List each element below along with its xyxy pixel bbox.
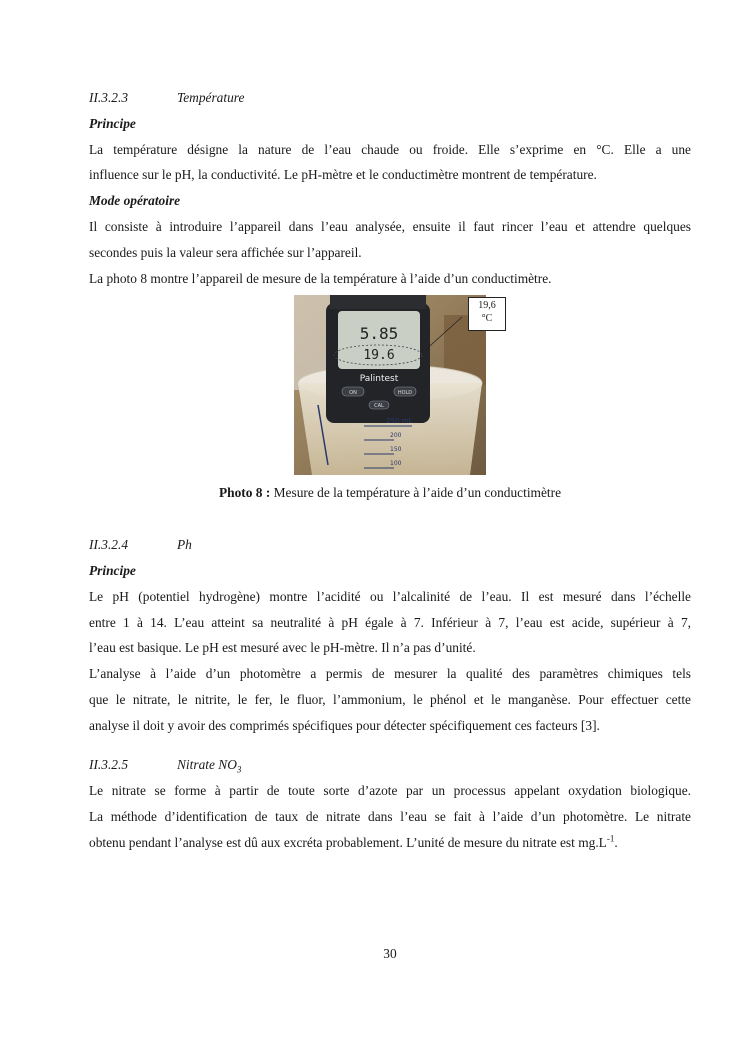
- paragraph-line: Le nitrate se forme à partir de toute sorte d’azote par un processus appelant oxydation biologique.: [89, 783, 691, 798]
- paragraph-line: l’eau est basique. Le pH est mesuré avec le pH-mètre. Il n’a pas d’unité.: [89, 640, 476, 655]
- principe-label: Principe: [89, 563, 136, 578]
- temperature-callout: [468, 297, 506, 331]
- paragraph-line: La méthode d’identification de taux de nitrate dans l’eau se fait à l’aide d’un photomètre. Le nitrate: [89, 809, 691, 824]
- paragraph-line: secondes puis la valeur sera affichée sur l’appareil.: [89, 245, 362, 260]
- meter-display-top: 5.85: [359, 324, 399, 343]
- paragraph-line: entre 1 à 14. L’eau atteint sa neutralité à pH égale à 7. Inférieur à 7, l’eau est acide, supérieur à 7,: [89, 615, 691, 630]
- paragraph-line: analyse il doit y avoir des comprimés spécifiques pour détecter spécifiquement ces facteurs [3].: [89, 718, 600, 733]
- section-title-subscript: 3: [236, 764, 242, 775]
- section-number: II.3.2.4: [89, 537, 129, 552]
- beaker-grad-200: 200: [390, 432, 402, 439]
- section-number: II.3.2.5: [89, 757, 129, 772]
- paragraph-line: Le pH (potentiel hydrogène) montre l’acidité ou l’alcalinité de l’eau. Il est mesuré dans l’échelle: [89, 589, 691, 604]
- meter-display-bottom: 19.6: [363, 348, 395, 363]
- callout-value: 19,6: [478, 300, 496, 311]
- caption-text: Mesure de la température à l’aide d’un conductimètre: [270, 485, 562, 500]
- section-heading-temperature: [89, 90, 691, 106]
- section-title-text: Nitrate NO: [177, 757, 237, 772]
- meter-brand: Palintest: [359, 374, 399, 384]
- meter-button-right: HOLD: [397, 390, 413, 396]
- paragraph-line: Il consiste à introduire l’appareil dans l’eau analysée, ensuite il faut rincer l’eau et attendre quelques: [89, 219, 691, 234]
- callout-unit: °C: [481, 313, 493, 324]
- conductimeter-photo: [294, 295, 486, 475]
- section-title: [177, 757, 242, 775]
- caption-label: Photo 8 :: [218, 485, 271, 500]
- section-number: II.3.2.3: [89, 90, 129, 105]
- photo-caption: [89, 485, 691, 501]
- unit-superscript: -1: [606, 833, 615, 844]
- section-title: Ph: [177, 537, 192, 552]
- paragraph-line: L’analyse à l’aide d’un photomètre a permis de mesurer la qualité des paramètres chimiques tels: [89, 666, 691, 681]
- beaker-grad-150: 150: [390, 446, 402, 453]
- meter-button-left: ON: [349, 390, 357, 396]
- page-number: 30: [383, 946, 397, 961]
- paragraph-line: [89, 835, 691, 851]
- nitrate-last-end: .: [614, 835, 618, 850]
- paragraph-line: La température désigne la nature de l’eau chaude ou froide. Elle s’exprime en °C. Elle a une: [89, 142, 691, 157]
- paragraph-line: La photo 8 montre l’appareil de mesure de la température à l’aide d’un conductimètre.: [89, 271, 552, 286]
- paragraph-line: que le nitrate, le nitrite, le fer, le fluor, l’ammonium, le phénol et le manganèse. Pour effectuer cette: [89, 692, 691, 707]
- beaker-label: 250 mL: [386, 417, 413, 425]
- beaker-grad-100: 100: [390, 460, 402, 467]
- principe-label: Principe: [89, 116, 136, 131]
- section-heading-nitrate: [89, 757, 691, 773]
- paragraph-line: influence sur le pH, la conductivité. Le pH-mètre et le conductimètre montrent de température.: [89, 167, 597, 182]
- section-title: Température: [177, 90, 245, 105]
- mode-operatoire-label: Mode opératoire: [89, 193, 181, 208]
- nitrate-last-text: obtenu pendant l’analyse est dû aux excréta probablement. L’unité de mesure du nitrate est mg.L: [89, 835, 607, 850]
- section-heading-ph: [89, 537, 691, 553]
- meter-button-center: CAL: [374, 403, 384, 409]
